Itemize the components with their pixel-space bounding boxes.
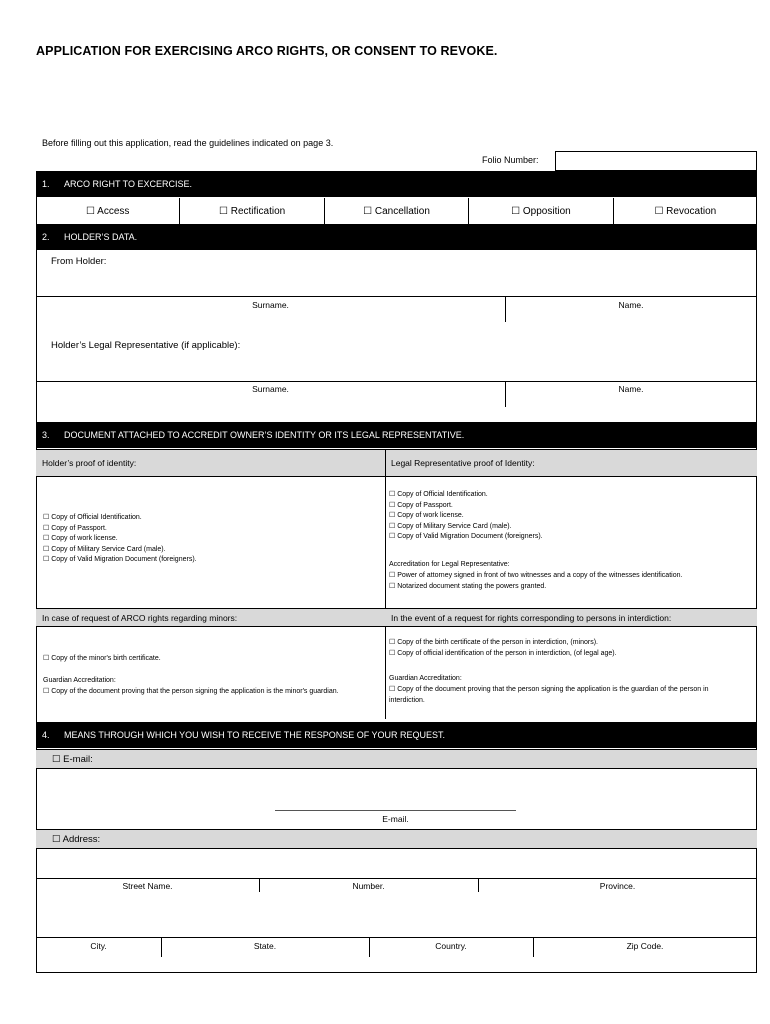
folio-number-field[interactable]: [555, 151, 757, 171]
city-caption: City.: [90, 941, 107, 951]
address-option-checkbox[interactable]: ☐ Address:: [36, 829, 757, 849]
interdiction-birth-certificate[interactable]: ☐ Copy of the birth certificate of the person in interdiction, (minors).: [389, 639, 598, 646]
section-1-title: ARCO RIGHT TO EXCERCISE.: [64, 179, 193, 189]
divider: [36, 381, 757, 382]
section-2-number: 2.: [42, 232, 50, 242]
section-1-header: [36, 171, 757, 197]
email-option-checkbox[interactable]: ☐ E-mail:: [36, 749, 757, 769]
holder-name-input[interactable]: [36, 268, 757, 296]
legal-rep-label: Holder’s Legal Representative (if applicable):: [51, 340, 241, 351]
country-caption: Country.: [435, 941, 467, 951]
interdiction-official-id[interactable]: ☐ Copy of official identification of the person in interdiction, (of legal age).: [389, 649, 617, 657]
address-street-input[interactable]: [36, 850, 757, 878]
folio-number-label: Folio Number:: [482, 155, 539, 165]
section-3-title: DOCUMENT ATTACHED TO ACCREDIT OWNER’S IDENTITY OR ITS LEGAL REPRESENTATIVE.: [64, 430, 465, 440]
rep-proof-passport[interactable]: ☐ Copy of Passport.: [389, 501, 453, 509]
rep-proof-military-card[interactable]: ☐ Copy of Military Service Card (male).: [389, 522, 512, 530]
address-city-input[interactable]: [36, 893, 757, 937]
legal-rep-name-caption: Name.: [618, 384, 644, 394]
divider: [36, 937, 757, 938]
province-caption: Province.: [599, 881, 636, 891]
rep-accreditation-power-of-attorney[interactable]: ☐ Power of attorney signed in front of two witnesses and a copy of the witnesses identification.: [389, 572, 683, 579]
interdiction-header: In the event of a request for rights corresponding to persons in interdiction:: [385, 608, 757, 627]
rep-accreditation-label: Accreditation for Legal Representative:: [389, 561, 510, 568]
option-revocation-checkbox[interactable]: ☐ Revocation: [654, 205, 717, 217]
rep-accreditation-notarized-doc[interactable]: ☐ Notarized document stating the powers granted.: [389, 582, 547, 590]
minors-birth-certificate[interactable]: ☐ Copy of the minor's birth certificate.: [43, 655, 161, 662]
street-name-caption: Street Name.: [122, 881, 173, 891]
section-4-header: [36, 722, 757, 748]
number-caption: Number.: [352, 881, 385, 891]
interdiction-list: [389, 638, 753, 659]
minors-header: In case of request of ARCO rights regarding minors:: [36, 608, 385, 627]
minors-guardian-label: Guardian Accreditation:: [43, 677, 116, 684]
section-2-header: [36, 224, 757, 250]
intro-text: Before filling out this application, read the guidelines indicated on page 3.: [42, 138, 334, 148]
email-underline: [275, 810, 516, 811]
page-title: APPLICATION FOR EXERCISING ARCO RIGHTS, OR CONSENT TO REVOKE.: [36, 44, 498, 58]
rep-proof-migration-doc[interactable]: ☐ Copy of Valid Migration Document (foreigners).: [389, 533, 543, 540]
option-cancellation-checkbox[interactable]: ☐ Cancellation: [325, 198, 469, 224]
holder-proof-migration-doc[interactable]: ☐ Copy of Valid Migration Document (foreigners).: [43, 556, 197, 563]
section-1-number: 1.: [42, 179, 50, 189]
divider: [385, 449, 386, 719]
from-holder-label: From Holder:: [51, 256, 107, 267]
section-4-number: 4.: [42, 730, 50, 740]
holder-proof-header: Holder’s proof of identity:: [36, 449, 385, 477]
legal-rep-name-input[interactable]: [36, 353, 757, 381]
state-caption: State.: [253, 941, 277, 951]
divider: [36, 296, 757, 297]
arco-rights-options: [36, 198, 757, 224]
rep-proof-work-license[interactable]: ☐ Copy of work license.: [389, 512, 464, 519]
legal-rep-surname-caption: Surname.: [252, 384, 289, 394]
option-rectification-checkbox[interactable]: ☐ Rectification: [180, 198, 324, 224]
holder-proof-passport[interactable]: ☐ Copy of Passport.: [43, 524, 107, 532]
holder-proof-military-card[interactable]: ☐ Copy of Military Service Card (male).: [43, 545, 166, 553]
holder-proof-work-license[interactable]: ☐ Copy of work license.: [43, 535, 118, 542]
holder-surname-caption: Surname.: [252, 300, 289, 310]
option-opposition-checkbox[interactable]: ☐ Opposition: [469, 198, 613, 224]
divider: [36, 878, 757, 879]
section-3-header: [36, 422, 757, 448]
section-3-number: 3.: [42, 430, 50, 440]
interdiction-guardian-document[interactable]: ☐ Copy of the document proving that the person signing the application is the guardian of the person in interdiction.: [389, 686, 709, 704]
rep-proof-list: [389, 490, 753, 543]
zip-code-caption: Zip Code.: [626, 941, 664, 951]
rep-accreditation-list: [389, 571, 753, 592]
email-input-area[interactable]: [36, 770, 757, 810]
minors-guardian-document[interactable]: ☐ Copy of the document proving that the person signing the application is the minor's guardian.: [43, 688, 339, 695]
interdiction-guardian-label: Guardian Accreditation:: [389, 675, 462, 682]
holder-name-caption: Name.: [618, 300, 644, 310]
holder-proof-list: [43, 513, 381, 566]
section-4-title: MEANS THROUGH WHICH YOU WISH TO RECEIVE THE RESPONSE OF YOUR REQUEST.: [64, 730, 446, 740]
section-2-title: HOLDER’S DATA.: [64, 232, 138, 242]
email-caption: E-mail.: [382, 814, 409, 824]
rep-proof-header: Legal Representative proof of Identity:: [385, 449, 757, 477]
holder-proof-official-id[interactable]: ☐ Copy of Official Identification.: [43, 514, 142, 521]
option-access-checkbox[interactable]: ☐ Access: [36, 198, 180, 224]
rep-proof-official-id[interactable]: ☐ Copy of Official Identification.: [389, 491, 488, 498]
